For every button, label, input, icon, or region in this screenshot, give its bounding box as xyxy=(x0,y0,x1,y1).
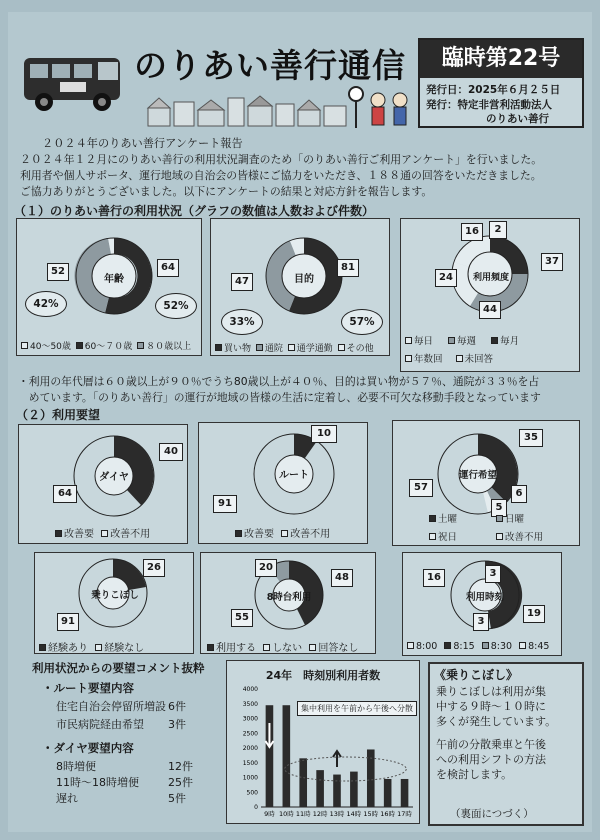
y-tick-label: 2500 xyxy=(242,730,258,738)
bus-stop-people-illustration xyxy=(348,84,416,130)
y-tick-label: 0 xyxy=(254,804,258,811)
norikoboshi-value-2: 91 xyxy=(57,613,79,631)
bus-illustration xyxy=(20,50,128,116)
jikoku-legend: 8:00 8:15 8:30 8:45 xyxy=(407,641,549,652)
bar-9時 xyxy=(266,705,274,807)
diya-item-1-count: 12件 xyxy=(168,760,193,773)
side-note-body: 乗りこぼしは利用が集 中する９時～１０時に 多くが発生しています。 午前の分散乗車と午後 への利用シフトの方法 を検討します。 xyxy=(436,685,557,781)
x-tick-label: 9時 xyxy=(264,810,275,818)
x-tick-label: 16時 xyxy=(380,810,396,818)
y-tick-label: 1000 xyxy=(242,774,258,782)
route-item-1-label: 住宅自治会停留所増設 xyxy=(56,700,166,713)
newsletter-title: のりあい善行通信 xyxy=(134,46,406,85)
publisher-name: のりあい善行 xyxy=(486,113,549,125)
hachiji-value-3: 55 xyxy=(231,609,253,627)
comments-title: 利用状況からの要望コメント抜粋 xyxy=(32,661,205,675)
section1-note-line-1: ・利用の年代層は６０歳以上が９０％でうち80歳以上が４０％、目的は買い物が５７％、通院が３３％を占 xyxy=(18,375,540,388)
donut-norikoboshi-center-label: 乗りこぼし xyxy=(91,590,139,601)
hachiji-legend: 利用する しない 回答なし xyxy=(207,639,358,654)
diya-request-title: ・ダイヤ要望内容 xyxy=(42,741,134,755)
newsletter-page xyxy=(8,12,592,832)
bar-chart-title: 24年 時刻別利用者数 xyxy=(265,669,381,682)
chart-panel-frequency xyxy=(400,218,580,372)
unko-value-2: 57 xyxy=(409,479,433,497)
freq-value-2: 2 xyxy=(489,221,507,239)
jikoku-value-3: 19 xyxy=(523,605,545,623)
norikoboshi-legend: 経験あり 経験なし xyxy=(39,639,144,654)
y-tick-label: 500 xyxy=(246,789,258,797)
y-tick-label: 3500 xyxy=(242,700,258,708)
route-value-2: 91 xyxy=(213,495,237,513)
chart-panel-route xyxy=(198,422,368,544)
diya-item-2-label: 11時～18時増便 xyxy=(56,776,139,789)
chart-panel-diya xyxy=(18,424,188,544)
route-request-title: ・ルート要望内容 xyxy=(42,681,134,695)
bar-13時 xyxy=(333,775,341,807)
freq-value-1: 16 xyxy=(461,223,483,241)
freq-legend-row2: 年数回 未回答 xyxy=(405,351,493,365)
freq-legend-row1: 毎日 毎週 毎月 xyxy=(405,333,519,347)
purpose-value-1: 47 xyxy=(231,273,253,291)
bar-14時 xyxy=(350,772,358,807)
chart-panel-norikoboshi xyxy=(34,552,194,654)
chart-panel-age xyxy=(16,218,202,356)
x-tick-label: 13時 xyxy=(329,810,345,818)
hachiji-value-1: 20 xyxy=(255,559,277,577)
diya-value-1: 40 xyxy=(159,443,183,461)
y-tick-label: 1500 xyxy=(242,759,258,767)
bar-16時 xyxy=(384,779,392,807)
age-value-2: 64 xyxy=(157,259,179,277)
y-tick-label: 2000 xyxy=(242,745,258,752)
unko-value-4: 5 xyxy=(491,499,507,517)
route-legend: 改善要 改善不用 xyxy=(235,525,330,540)
bar-chart xyxy=(227,661,421,825)
diya-item-1-label: 8時増便 xyxy=(56,760,96,773)
publisher-label: 発行：特定非営利活動法人 xyxy=(426,99,552,111)
route-value-1: 10 xyxy=(311,425,337,443)
route-item-2-label: 市民病院経由希望 xyxy=(56,718,144,731)
donut-purpose-center-label: 目的 xyxy=(294,274,314,285)
side-note-box xyxy=(428,662,584,826)
issue-info-box xyxy=(418,38,584,128)
unko-value-1: 35 xyxy=(519,429,543,447)
diya-legend: 改善要 改善不用 xyxy=(55,525,150,540)
unko-legend-row2: 祝日 改善不用 xyxy=(429,529,543,543)
donut-jikoku-center-label: 利用時刻 xyxy=(465,592,504,603)
jikoku-value-4: 3 xyxy=(473,613,489,631)
intro-heading: ２０２４年のりあい善行アンケート報告 xyxy=(42,137,243,150)
donut-unko-center-label: 運行希望 xyxy=(458,470,497,481)
bar-11時 xyxy=(299,758,307,807)
hachiji-value-2: 48 xyxy=(331,569,353,587)
age-legend: 40～50歳 60～７０歳 ８０歳以上 xyxy=(21,339,191,352)
jikoku-value-1: 16 xyxy=(423,569,445,587)
age-pct-1: 42% xyxy=(25,291,67,317)
freq-value-3: 37 xyxy=(541,253,563,271)
donut-diya-center-label: ダイヤ xyxy=(99,472,129,483)
bar-10時 xyxy=(283,705,291,807)
diya-value-2: 64 xyxy=(53,485,77,503)
diya-item-3-label: 遅れ xyxy=(56,792,78,805)
x-tick-label: 17時 xyxy=(397,810,412,818)
town-skyline-illustration xyxy=(148,92,348,126)
purpose-pct-2: 57% xyxy=(341,309,383,335)
bar-chart-panel xyxy=(226,660,420,824)
section2-heading: （２）利用要望 xyxy=(16,408,101,422)
route-item-1-count: 6件 xyxy=(168,700,186,713)
x-tick-label: 12時 xyxy=(312,810,328,818)
chart-panel-jikoku xyxy=(402,552,562,656)
donut-hachiji-center-label: 8時台利用 xyxy=(266,592,312,603)
diya-item-2-count: 25件 xyxy=(168,776,193,789)
bar-chart-annotation: 集中利用を午前から午後へ分散 xyxy=(297,701,417,716)
y-tick-label: 3000 xyxy=(242,715,258,723)
issue-date: 発行日：2025年６月２５日 xyxy=(426,84,561,96)
diya-item-3-count: 5件 xyxy=(168,792,186,805)
jikoku-value-2: 3 xyxy=(485,565,501,583)
intro-line-2: 利用者や個人サポータ、運行地域の自治会の皆様にご協力をいただき、１８８通の回答をいただきました。 xyxy=(20,169,542,182)
age-value-1: 52 xyxy=(47,263,69,281)
route-item-2-count: 3件 xyxy=(168,718,186,731)
y-tick-label: 4000 xyxy=(242,686,258,693)
donut-frequency-center-label: 利用頻度 xyxy=(472,273,509,283)
x-tick-label: 10時 xyxy=(278,810,294,818)
x-tick-label: 15時 xyxy=(363,810,379,818)
age-pct-2: 52% xyxy=(155,293,197,319)
donut-age-center-label: 年齢 xyxy=(104,274,124,285)
unko-value-3: 6 xyxy=(511,485,527,503)
continued-note: （裏面につづく） xyxy=(450,808,534,820)
purpose-pct-1: 33% xyxy=(221,309,263,335)
chart-panel-purpose xyxy=(210,218,390,356)
side-note-title: 《乗りこぼし》 xyxy=(434,668,519,682)
chart-panel-unko xyxy=(392,420,580,546)
chart-panel-hachiji xyxy=(200,552,376,654)
issue-number: 臨時第22号 xyxy=(420,40,582,78)
freq-value-5: 44 xyxy=(479,301,501,319)
up-arrow-icon xyxy=(333,751,341,767)
x-tick-label: 14時 xyxy=(346,810,362,818)
intro-line-1: ２０２４年１２月にのりあい善行の利用状況調査のため「のりあい善行ご利用アンケート」を行いました。 xyxy=(20,153,543,166)
section1-heading: （１）のりあい善行の利用状況（グラフの数値は人数および件数） xyxy=(14,204,375,218)
freq-value-4: 24 xyxy=(435,269,457,287)
purpose-legend: 買い物 通院 通学通勤 その他 xyxy=(215,341,374,354)
donut-route-center-label: ルート xyxy=(279,470,309,481)
intro-line-3: ご協力ありがとうございました。以下にアンケートの結果と対応方針を報告します。 xyxy=(20,185,433,198)
norikoboshi-value-1: 26 xyxy=(143,559,165,577)
unko-legend-row1: 土曜 日曜 xyxy=(429,511,524,525)
bar-12時 xyxy=(316,770,324,807)
section1-note-line-2: めています。「のりあい善行」の運行が地域の皆様の生活に定着し、必要不可欠な移動手段となっています xyxy=(18,391,541,404)
x-tick-label: 11時 xyxy=(295,810,311,818)
bar-17時 xyxy=(401,779,409,807)
purpose-value-2: 81 xyxy=(337,259,359,277)
